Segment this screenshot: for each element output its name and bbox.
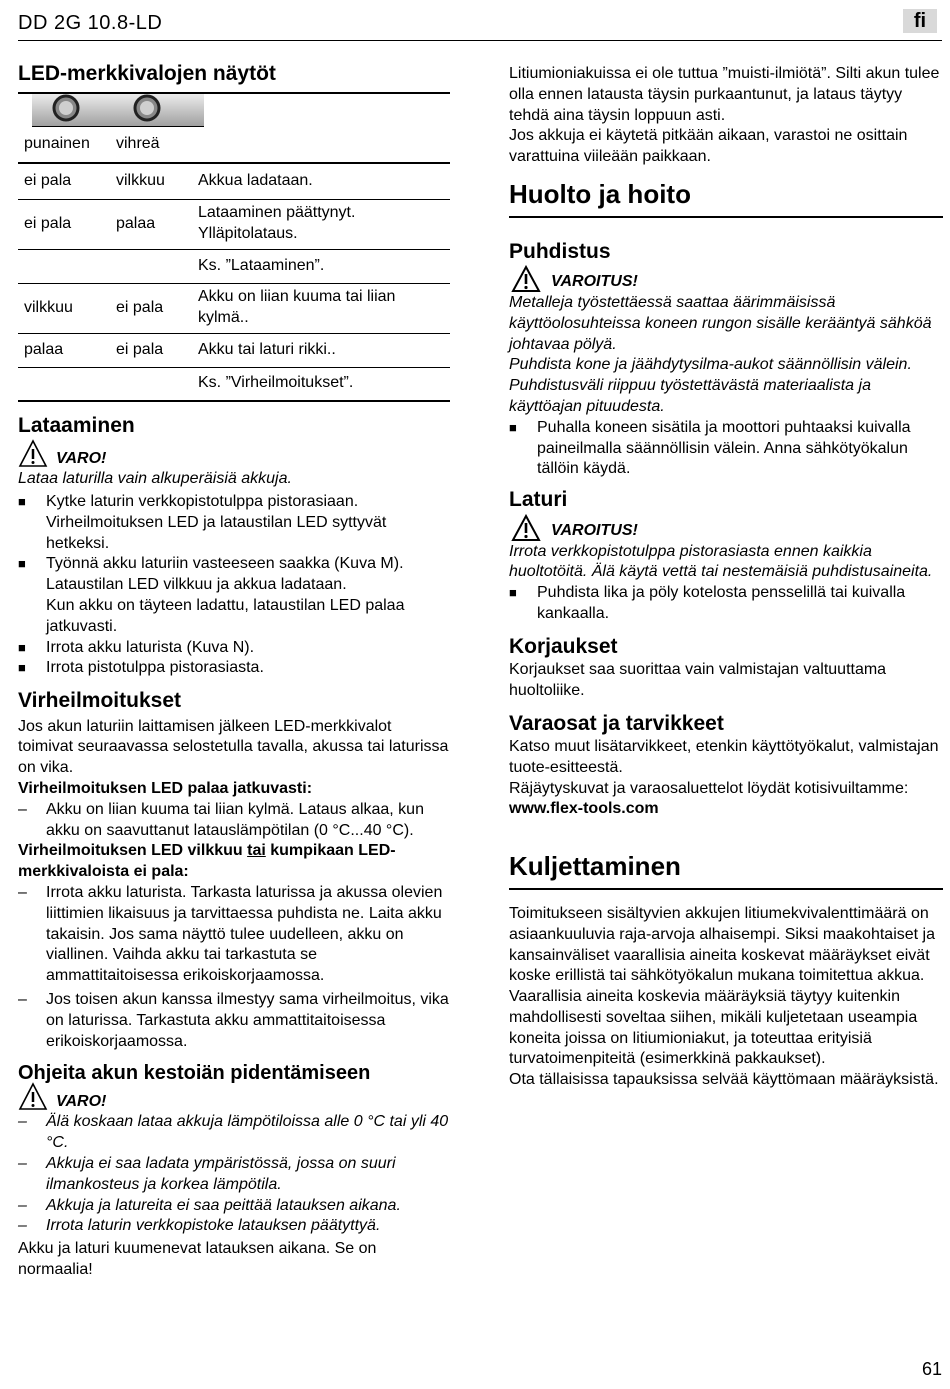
errors-intro: Jos akun laturiin laittamisen jälkeen LED-merkkivalot toimivat seuraavassa selostetulla tavalla, akussa tai laturissa on vika. — [18, 717, 449, 777]
list-item: – Älä koskaan lataa akkuja lämpötiloissa alle 0 °C tai yli 40 °C. — [18, 1113, 449, 1152]
list-item: – Akku on liian kuuma tai liian kylmä. Lataus alkaa, kun akku on saavuttanut latauslämpötilan (0 °C...40 °C). — [18, 800, 424, 839]
repair-text: Korjaukset saa suorittaa vain valmistajan valtuuttama huoltoliike. — [509, 661, 887, 699]
life-heading: Ohjeita akun kestoiän pidentämiseen — [18, 1062, 371, 1085]
led-heading: LED-merkkivalojen näytöt — [18, 62, 276, 85]
list-item: – Irrota laturin verkkopistoke latauksen päätyttyä. — [18, 1217, 381, 1235]
charger-warning: VAROITUS! — [509, 514, 943, 542]
warning-triangle-icon — [509, 514, 543, 542]
list-item: – Akkuja ei saa ladata ympäristössä, jossa on suuri ilmankosteus ja korkea lämpötila. — [18, 1154, 396, 1193]
list-item: – Jos toisen akun kanssa ilmestyy sama virheilmoitus, vika on laturissa. Tarkastuta akku ammattitaitoisessa erikoiskorjaamossa. — [18, 990, 449, 1050]
list-item: ■ Puhdista lika ja pöly kotelosta pensselillä tai kuivalla kankaalla. — [509, 584, 906, 622]
errors-heading: Virheilmoitukset — [18, 689, 181, 713]
right-column — [509, 64, 943, 1091]
table-row: ei pala vilkkuu Akkua ladataan. — [18, 163, 450, 199]
clean-heading: Puhdistus — [509, 239, 611, 263]
transport-text: Toimitukseen sisältyvien akkujen litiumekvivalenttimäärä on asiaankuuluvia raja-arvoja alhaisempi. Siksi maakohtaiset ja kansainväliset vaarallisia aineita koskevat määräykset eivät koske erillistä tai sähkötyökalun mukana toimitettua akkua. Vaarallisia aineita koskevia määräyksiä täytyy kuitenkin mahdollisesti soveltaa siihen, mikäli kuljetetaan useampia koneita joissa on litiumioniakut, ja toteuttaa erityisiä turvatoimenpiteitä (esimerkkinä pakkaukset). — [509, 904, 935, 1068]
led-table — [18, 127, 450, 402]
life-warning: VARO! — [18, 1086, 450, 1112]
language-badge: fi — [903, 9, 937, 33]
transport-rule — [509, 888, 943, 890]
list-item: ■ Työnnä akku laturiin vasteeseen saakka (Kuva M). Lataustilan LED vilkkuu ja akkua ladataan. Kun akku on täyteen ladattu, lataustilan LED palaa jatkuvasti. — [18, 555, 405, 635]
table-row: Ks. ”Lataaminen”. — [18, 249, 450, 283]
transport-text2: Ota tällaisissa tapauksissa selvää käyttömaan määräyksistä. — [509, 1071, 939, 1089]
col-green-header: vihreä — [116, 135, 160, 153]
battery-storage: Jos akkuja ei käytetä pitkään aikaan, varastoi ne osittain varattuina viileään paikkaan. — [509, 127, 908, 166]
clean-warning-text2: Puhdista kone ja jäähdytysilma-aukot säännöllisin välein. Puhdistusväli riippuu työstettävästä materiaalista ja käyttöajan pituudesta. — [509, 356, 912, 416]
header-divider — [18, 40, 942, 41]
repair-heading: Korjaukset — [509, 634, 618, 658]
parts-url: www.flex-tools.com — [509, 800, 659, 818]
table-row: vilkkuu ei pala Akku on liian kuuma tai liian kylmä.. — [18, 283, 450, 333]
list-item: ■ Irrota akku laturista (Kuva N). — [18, 638, 255, 656]
table-row: palaa ei pala Akku tai laturi rikki.. — [18, 333, 450, 367]
list-item: ■ Puhalla koneen sisätila ja moottori puhtaaksi kuivalla paineilmalla säännöllisin välein. Anna sähkötyökalun tällöin käydä. — [509, 418, 911, 478]
parts-text2: Räjäytyskuvat ja varaosaluettelot löydät kotisivuiltamme: — [509, 779, 909, 797]
battery-intro: Litiumioniakuissa ei ole tuttua ”muisti-ilmiötä”. Silti akun tulee olla ennen latausta täysin purkaantunut, ja lataus täytyy tehdä aina täysin loppuun asti. — [509, 65, 940, 124]
transport-heading: Kuljettaminen — [509, 851, 681, 882]
clean-warning: VAROITUS! — [509, 265, 943, 293]
charging-warning: VARO! — [18, 439, 450, 469]
table-row: Ks. ”Virheilmoitukset”. — [18, 367, 450, 401]
care-rule — [509, 216, 943, 218]
errors-sub1: Virheilmoituksen LED palaa jatkuvasti: — [18, 779, 313, 797]
led-icons — [32, 94, 204, 127]
charger-heading: Laturi — [509, 488, 568, 512]
table-row: ei pala palaa Lataaminen päättynyt. Ylläpitolataus. — [18, 199, 450, 249]
warning-triangle-icon — [18, 439, 48, 469]
list-item: ■ Kytke laturin verkkopistotulppa pistorasiaan. Virheilmoituksen LED ja lataustilan LED syttyvät hetkeksi. — [18, 493, 387, 552]
clean-warning-text: Metalleja työstettäessä saattaa äärimmäisissä käyttöolosuhteissa koneen rungon sisälle kerääntyä sähköä johtavaa pölyä. — [509, 294, 932, 353]
list-item: – Akkuja ja latureita ei saa peittää latauksen aikana. — [18, 1196, 401, 1214]
charging-warning-text: Lataa laturilla vain alkuperäisiä akkuja. — [18, 470, 292, 488]
page-number: 61 — [921, 1359, 942, 1379]
care-heading: Huolto ja hoito — [509, 178, 691, 209]
parts-heading: Varaosat ja tarvikkeet — [509, 711, 724, 735]
parts-text: Katso muut lisätarvikkeet, etenkin käyttötyökalut, valmistajan tuote-esitteestä. — [509, 737, 939, 776]
charger-warning-text: Irrota verkkopistotulppa pistorasiasta ennen kaikkia huoltotöitä. Älä käytä vettä tai nestemäisiä puhdistusaineita. — [509, 542, 933, 581]
list-item: ■ Irrota pistotulppa pistorasiasta. — [18, 659, 264, 677]
warning-triangle-icon — [509, 265, 543, 293]
list-item: – Irrota akku laturista. Tarkasta laturissa ja akussa olevien liittimien likaisuus ja tarvittaessa puhdista ne. Laita akku takaisin. Jos sama näyttö tulee uudelleen, akku on viallinen. Vaihda akku tai tarkastuta se ammattitaitoisessa erikoiskorjaamossa. — [18, 883, 443, 985]
charging-heading: Lataaminen — [18, 414, 135, 437]
left-column — [18, 60, 450, 1281]
warning-triangle-icon — [18, 1082, 48, 1112]
led-lights-icon — [32, 94, 204, 126]
errors-sub2: Virheilmoituksen LED vilkkuu tai kumpikaan LED-merkkivaloista ei pala: — [18, 842, 396, 881]
life-outro: Akku ja laturi kuumenevat latauksen aikana. Se on normaalia! — [18, 1240, 377, 1278]
col-red-header: punainen — [24, 135, 90, 153]
document-title: DD 2G 10.8-LD — [18, 12, 163, 34]
